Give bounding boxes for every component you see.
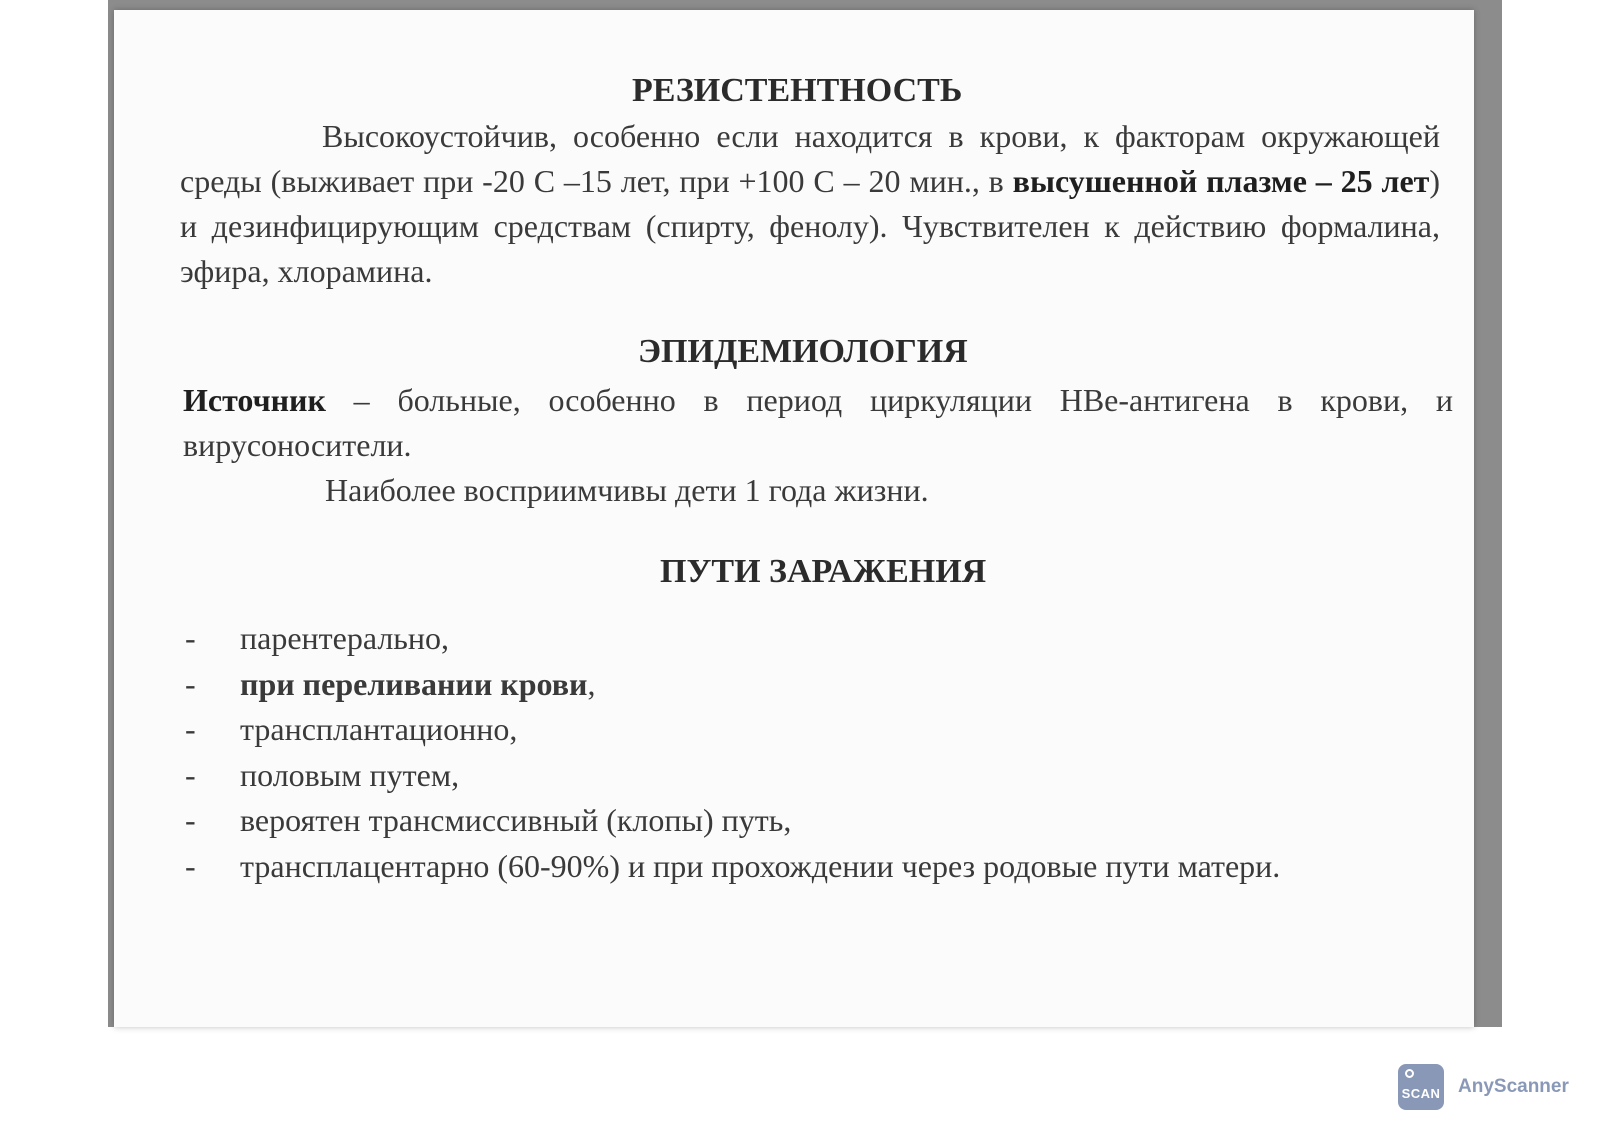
dash-marker: - (185, 665, 196, 702)
resistance-text-1: Высокоустойчив, особенно если находится в крови, к факторам окружающей среды (выживает при -20 С –15 лет, при +100 С – 20 мин., в (180, 118, 1440, 199)
dash-marker: - (185, 711, 196, 747)
dash-marker: - (185, 756, 196, 793)
route-text: парентерально, (240, 620, 450, 656)
section-title-routes: ПУТИ ЗАРАЖЕНИЯ (660, 553, 987, 590)
list-item (185, 753, 1475, 799)
watermark-brand: AnyScanner (1458, 1076, 1569, 1097)
anyscanner-watermark (1398, 1064, 1569, 1112)
list-item (185, 844, 1475, 890)
resistance-bold-text: высушенной плазме – 25 лет (1012, 163, 1430, 199)
susceptible-text: Наиболее восприимчивы дети 1 года жизни. (325, 472, 929, 508)
list-item (185, 707, 1475, 753)
section-title-resistance: РЕЗИСТЕНТНОСТЬ (632, 72, 963, 109)
route-text: половым путем, (240, 756, 460, 793)
list-item (185, 798, 1475, 844)
route-text: вероятен трансмиссивный (клопы) путь, (240, 802, 792, 838)
logo-scan-text: SCAN (1401, 1086, 1441, 1101)
resistance-text-2: ) и дезинфицирующим средствам (спирту, фенолу). Чувствителен к действию формалина, эфира, хлорамина. (180, 163, 1441, 289)
routes-list (185, 616, 1475, 889)
list-item (185, 662, 1475, 708)
resistance-paragraph (180, 114, 1440, 294)
route-text: трансплацентарно (60-90%) и при прохождении через родовые пути матери. (240, 847, 1281, 884)
source-text: – больные, особенно в период циркуляции НВе-антигена в крови, и вирусоносители. (183, 382, 1453, 463)
dash-marker: - (185, 620, 196, 656)
scanner-logo-icon (1398, 1064, 1444, 1110)
section-title-epidemiology: ЭПИДЕМИОЛОГИЯ (638, 333, 968, 370)
source-label: Источник (183, 382, 326, 418)
dash-marker: - (185, 847, 196, 884)
source-paragraph (183, 378, 1453, 468)
logo-dot (1405, 1069, 1414, 1078)
route-text: , (587, 665, 596, 702)
list-item (185, 616, 1475, 662)
route-text: трансплантационно, (240, 711, 518, 747)
dash-marker: - (185, 802, 196, 838)
route-bold-text: при переливании крови (240, 665, 588, 702)
